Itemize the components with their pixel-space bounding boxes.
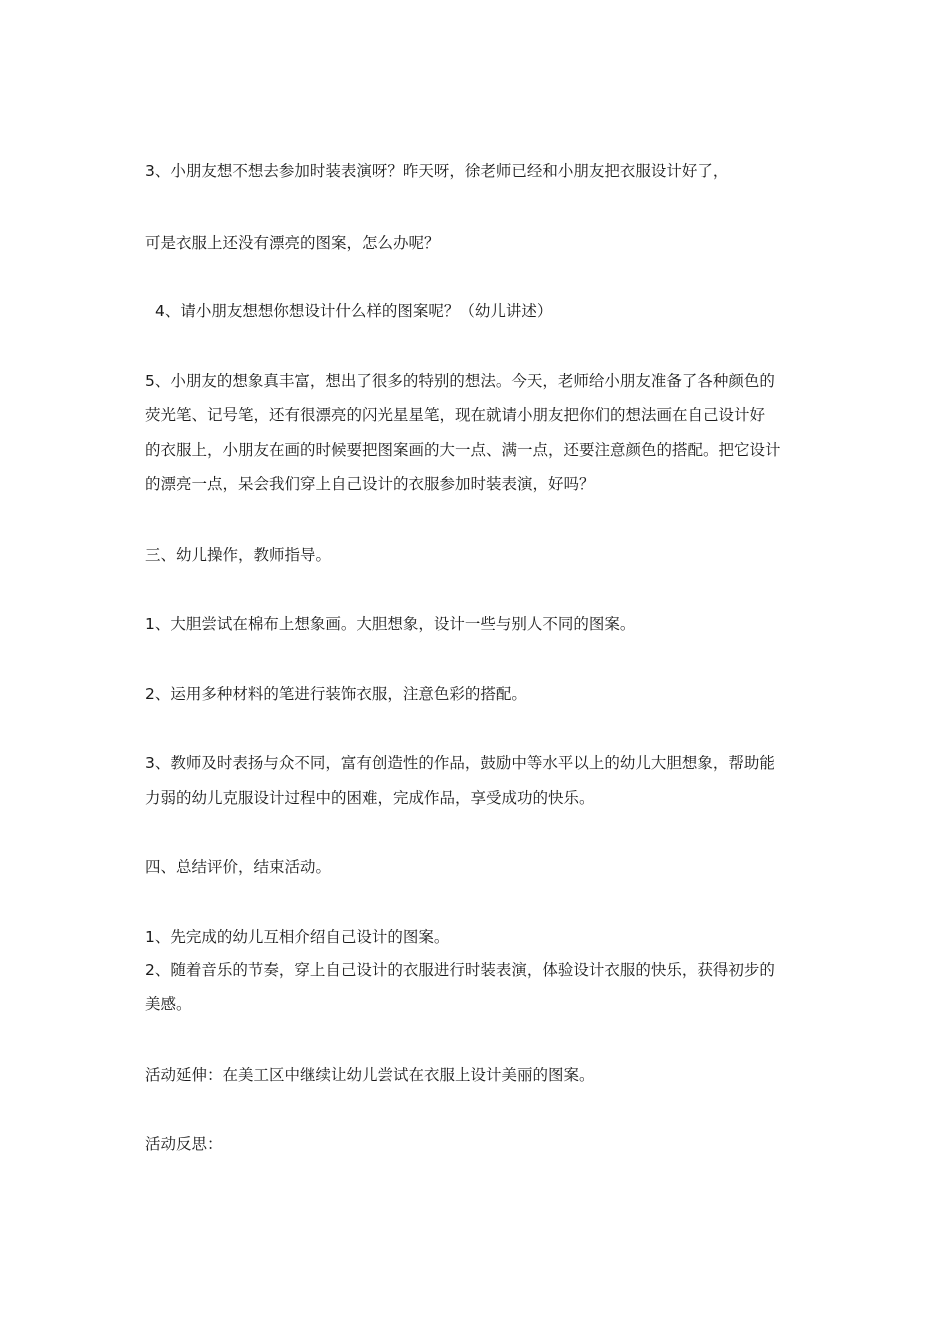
step-5-line-4: 的漂亮一点，呆会我们穿上自己设计的衣服参加时装表演，好吗？ <box>145 475 595 493</box>
step-3-line-2: 可是衣服上还没有漂亮的图案，怎么办呢？ <box>145 234 440 252</box>
step-3-line-1: 3、小朋友想不想去参加时装表演呀？昨天呀，徐老师已经和小朋友把衣服设计好了， <box>145 162 729 180</box>
section-4-heading: 四、总结评价，结束活动。 <box>145 858 332 876</box>
activity-reflection: 活动反思： <box>145 1135 223 1153</box>
section-4-item-2-line-2: 美感。 <box>145 995 192 1013</box>
step-5-line-1: 5、小朋友的想象真丰富，想出了很多的特别的想法。今天，老师给小朋友准备了各种颜色的 <box>145 372 775 390</box>
activity-extension: 活动延伸：在美工区中继续让幼儿尝试在衣服上设计美丽的图案。 <box>145 1066 595 1084</box>
step-5-line-2: 荧光笔、记号笔，还有很漂亮的闪光星星笔，现在就请小朋友把你们的想法画在自己设计好 <box>145 406 766 424</box>
section-3-heading: 三、幼儿操作，教师指导。 <box>145 546 332 564</box>
step-5-line-3: 的衣服上，小朋友在画的时候要把图案画的大一点、满一点，还要注意颜色的搭配。把它设计 <box>145 441 781 459</box>
section-3-item-3-line-1: 3、教师及时表扬与众不同，富有创造性的作品，鼓励中等水平以上的幼儿大胆想象，帮助能 <box>145 754 775 772</box>
section-4-item-1: 1、先完成的幼儿互相介绍自己设计的图案。 <box>145 928 450 946</box>
section-3-item-3-line-2: 力弱的幼儿克服设计过程中的困难，完成作品，享受成功的快乐。 <box>145 789 595 807</box>
section-3-item-2: 2、运用多种材料的笔进行装饰衣服，注意色彩的搭配。 <box>145 685 527 703</box>
section-3-item-1: 1、大胆尝试在棉布上想象画。大胆想象，设计一些与别人不同的图案。 <box>145 615 636 633</box>
step-4-line: 4、请小朋友想想你想设计什么样的图案呢？（幼儿讲述） <box>155 302 553 320</box>
section-4-item-2-line-1: 2、随着音乐的节奏，穿上自己设计的衣服进行时装表演，体验设计衣服的快乐，获得初步的 <box>145 961 775 979</box>
